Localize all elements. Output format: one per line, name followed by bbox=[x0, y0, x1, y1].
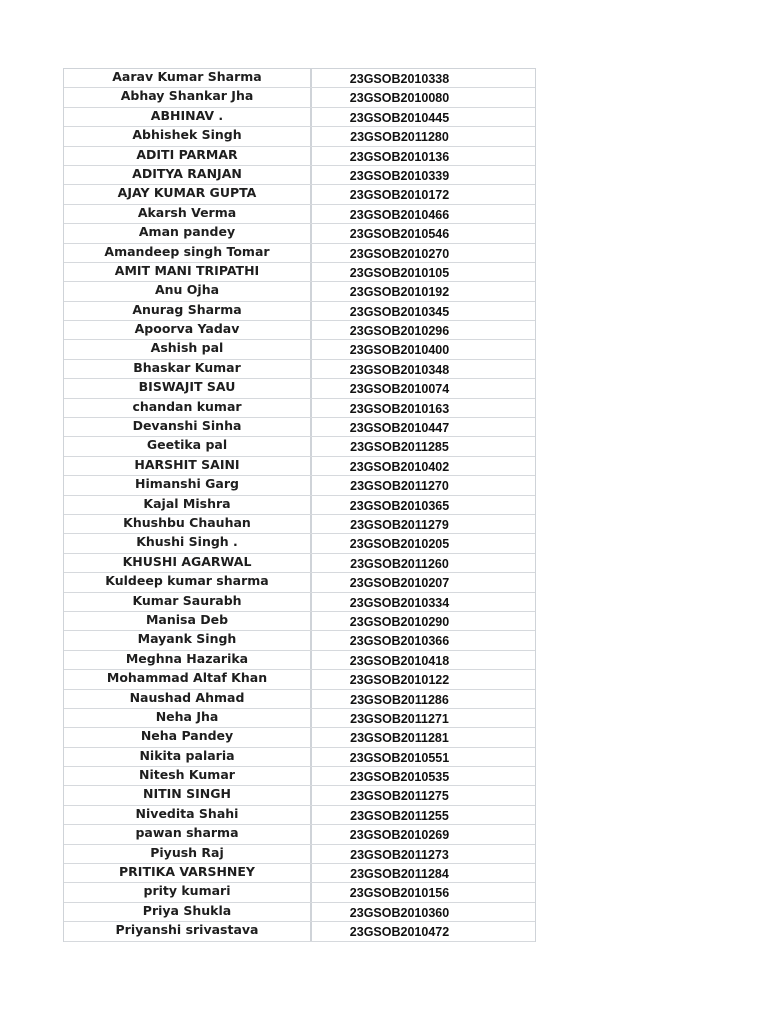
student-table bbox=[63, 68, 536, 942]
table-row bbox=[64, 88, 535, 107]
student-name-cell: Manisa Deb bbox=[64, 612, 312, 630]
student-name-cell: Neha Pandey bbox=[64, 728, 312, 746]
registration-id-cell: 23GSOB2010156 bbox=[349, 886, 450, 901]
table-row bbox=[64, 864, 535, 883]
student-name-cell: prity kumari bbox=[64, 883, 312, 901]
student-name-cell: ADITYA RANJAN bbox=[64, 166, 312, 184]
registration-id-cell: 23GSOB2010418 bbox=[349, 653, 450, 668]
student-name-cell: Piyush Raj bbox=[64, 845, 312, 863]
table-row bbox=[64, 903, 535, 922]
registration-id-cell: 23GSOB2010366 bbox=[349, 634, 450, 649]
table-row bbox=[64, 554, 535, 573]
student-name-cell: Nikita palaria bbox=[64, 748, 312, 766]
registration-id-cell: 23GSOB2011285 bbox=[350, 440, 449, 455]
table-row bbox=[64, 612, 535, 631]
table-row bbox=[64, 709, 535, 728]
student-name-cell: Khushi Singh . bbox=[64, 534, 312, 552]
table-row bbox=[64, 651, 535, 670]
registration-id-cell: 23GSOB2011273 bbox=[350, 847, 449, 862]
table-row bbox=[64, 515, 535, 534]
table-row bbox=[64, 340, 535, 359]
registration-id-cell: 23GSOB2010472 bbox=[349, 925, 450, 940]
student-name-cell: chandan kumar bbox=[64, 399, 312, 417]
registration-id-cell: 23GSOB2010290 bbox=[349, 614, 450, 629]
student-name-cell: PRITIKA VARSHNEY bbox=[64, 864, 312, 882]
student-name-cell: Geetika pal bbox=[64, 437, 312, 455]
table-row bbox=[64, 593, 535, 612]
registration-id-cell: 23GSOB2010445 bbox=[349, 110, 450, 125]
student-name-cell: Aman pandey bbox=[64, 224, 312, 242]
registration-id-cell: 23GSOB2010269 bbox=[349, 828, 450, 843]
table-row bbox=[64, 321, 535, 340]
registration-id-cell: 23GSOB2010535 bbox=[349, 770, 450, 785]
registration-id-cell: 23GSOB2011255 bbox=[350, 808, 449, 823]
student-name-cell: Apoorva Yadav bbox=[64, 321, 312, 339]
table-row bbox=[64, 399, 535, 418]
table-row bbox=[64, 476, 535, 495]
registration-id-cell: 23GSOB2010163 bbox=[349, 401, 450, 416]
registration-id-cell: 23GSOB2010172 bbox=[349, 188, 450, 203]
student-name-cell: BISWAJIT SAU bbox=[64, 379, 312, 397]
table-row bbox=[64, 244, 535, 263]
student-name-cell: Mayank Singh bbox=[64, 631, 312, 649]
student-name-cell: Amandeep singh Tomar bbox=[64, 244, 312, 262]
student-name-cell: Meghna Hazarika bbox=[64, 651, 312, 669]
table-row bbox=[64, 185, 535, 204]
student-name-cell: Abhishek Singh bbox=[64, 127, 312, 145]
registration-id-cell: 23GSOB2010400 bbox=[349, 343, 450, 358]
student-name-cell: pawan sharma bbox=[64, 825, 312, 843]
table-row bbox=[64, 922, 535, 941]
student-name-cell: Abhay Shankar Jha bbox=[64, 88, 312, 106]
table-row bbox=[64, 360, 535, 379]
student-name-cell: AMIT MANI TRIPATHI bbox=[64, 263, 312, 281]
student-name-cell: Bhaskar Kumar bbox=[64, 360, 312, 378]
table-row bbox=[64, 728, 535, 747]
student-name-cell: Akarsh Verma bbox=[64, 205, 312, 223]
table-row bbox=[64, 108, 535, 127]
registration-id-cell: 23GSOB2010348 bbox=[349, 362, 450, 377]
table-row bbox=[64, 127, 535, 146]
registration-id-cell: 23GSOB2011280 bbox=[350, 130, 449, 145]
student-name-cell: Mohammad Altaf Khan bbox=[64, 670, 312, 688]
student-name-cell: KHUSHI AGARWAL bbox=[64, 554, 312, 572]
student-name-cell: Kuldeep kumar sharma bbox=[64, 573, 312, 591]
student-name-cell: Devanshi Sinha bbox=[64, 418, 312, 436]
student-name-cell: Khushbu Chauhan bbox=[64, 515, 312, 533]
table-row bbox=[64, 379, 535, 398]
table-row bbox=[64, 690, 535, 709]
registration-id-cell: 23GSOB2011281 bbox=[350, 731, 449, 746]
registration-id-cell: 23GSOB2011270 bbox=[350, 479, 449, 494]
table-row bbox=[64, 69, 535, 88]
registration-id-cell: 23GSOB2010339 bbox=[349, 168, 450, 183]
registration-id-cell: 23GSOB2010551 bbox=[349, 750, 450, 765]
table-row bbox=[64, 263, 535, 282]
registration-id-cell: 23GSOB2011286 bbox=[350, 692, 449, 707]
table-row bbox=[64, 437, 535, 456]
registration-id-cell: 23GSOB2010192 bbox=[349, 285, 450, 300]
table-row bbox=[64, 573, 535, 592]
table-row bbox=[64, 631, 535, 650]
student-name-cell: Kajal Mishra bbox=[64, 496, 312, 514]
table-row bbox=[64, 767, 535, 786]
table-row bbox=[64, 786, 535, 805]
registration-id-cell: 23GSOB2011275 bbox=[350, 789, 449, 804]
student-name-cell: Anu Ojha bbox=[64, 282, 312, 300]
student-name-cell: AJAY KUMAR GUPTA bbox=[64, 185, 312, 203]
student-name-cell: Anurag Sharma bbox=[64, 302, 312, 320]
table-row bbox=[64, 825, 535, 844]
student-name-cell: ADITI PARMAR bbox=[64, 147, 312, 165]
registration-id-cell: 23GSOB2010074 bbox=[349, 382, 450, 397]
table-row bbox=[64, 806, 535, 825]
table-row bbox=[64, 418, 535, 437]
registration-id-cell: 23GSOB2011260 bbox=[350, 556, 449, 571]
student-name-cell: Priya Shukla bbox=[64, 903, 312, 921]
registration-id-cell: 23GSOB2010122 bbox=[349, 673, 450, 688]
registration-id-cell: 23GSOB2011271 bbox=[350, 711, 449, 726]
table-row bbox=[64, 748, 535, 767]
table-row bbox=[64, 670, 535, 689]
registration-id-cell: 23GSOB2010338 bbox=[349, 72, 450, 86]
student-name-cell: Ashish pal bbox=[64, 340, 312, 358]
registration-id-cell: 23GSOB2011284 bbox=[350, 867, 449, 882]
student-name-cell: Neha Jha bbox=[64, 709, 312, 727]
registration-id-cell: 23GSOB2010136 bbox=[349, 149, 450, 164]
student-name-cell: Naushad Ahmad bbox=[64, 690, 312, 708]
table-row bbox=[64, 496, 535, 515]
registration-id-cell: 23GSOB2010207 bbox=[349, 576, 450, 591]
registration-id-cell: 23GSOB2010345 bbox=[349, 304, 450, 319]
registration-id-cell: 23GSOB2010447 bbox=[349, 421, 450, 436]
table-row bbox=[64, 224, 535, 243]
student-name-cell: NITIN SINGH bbox=[64, 786, 312, 804]
student-name-cell: HARSHIT SAINI bbox=[64, 457, 312, 475]
registration-id-cell: 23GSOB2010296 bbox=[349, 324, 450, 339]
table-row bbox=[64, 147, 535, 166]
student-name-cell: Nivedita Shahi bbox=[64, 806, 312, 824]
table-row bbox=[64, 883, 535, 902]
table-row bbox=[64, 282, 535, 301]
student-name-cell: Priyanshi srivastava bbox=[64, 922, 312, 940]
table-row bbox=[64, 205, 535, 224]
table-row bbox=[64, 166, 535, 185]
registration-id-cell: 23GSOB2010105 bbox=[349, 265, 450, 280]
table-row bbox=[64, 845, 535, 864]
registration-id-cell: 23GSOB2010466 bbox=[349, 207, 450, 222]
student-name-cell: Nitesh Kumar bbox=[64, 767, 312, 785]
registration-id-cell: 23GSOB2011279 bbox=[350, 517, 449, 532]
table-row bbox=[64, 302, 535, 321]
student-name-cell: ABHINAV . bbox=[64, 108, 312, 126]
student-name-cell: Kumar Saurabh bbox=[64, 593, 312, 611]
registration-id-cell: 23GSOB2010546 bbox=[349, 227, 450, 242]
registration-id-cell: 23GSOB2010360 bbox=[349, 905, 450, 920]
registration-id-cell: 23GSOB2010402 bbox=[349, 459, 450, 474]
table-row bbox=[64, 534, 535, 553]
registration-id-cell: 23GSOB2010205 bbox=[349, 537, 450, 552]
registration-id-cell: 23GSOB2010080 bbox=[349, 91, 450, 106]
registration-id-cell: 23GSOB2010270 bbox=[349, 246, 450, 261]
student-name-cell: Himanshi Garg bbox=[64, 476, 312, 494]
registration-id-cell: 23GSOB2010365 bbox=[349, 498, 450, 513]
table-row bbox=[64, 457, 535, 476]
registration-id-cell: 23GSOB2010334 bbox=[349, 595, 450, 610]
student-name-cell: Aarav Kumar Sharma bbox=[64, 69, 312, 87]
